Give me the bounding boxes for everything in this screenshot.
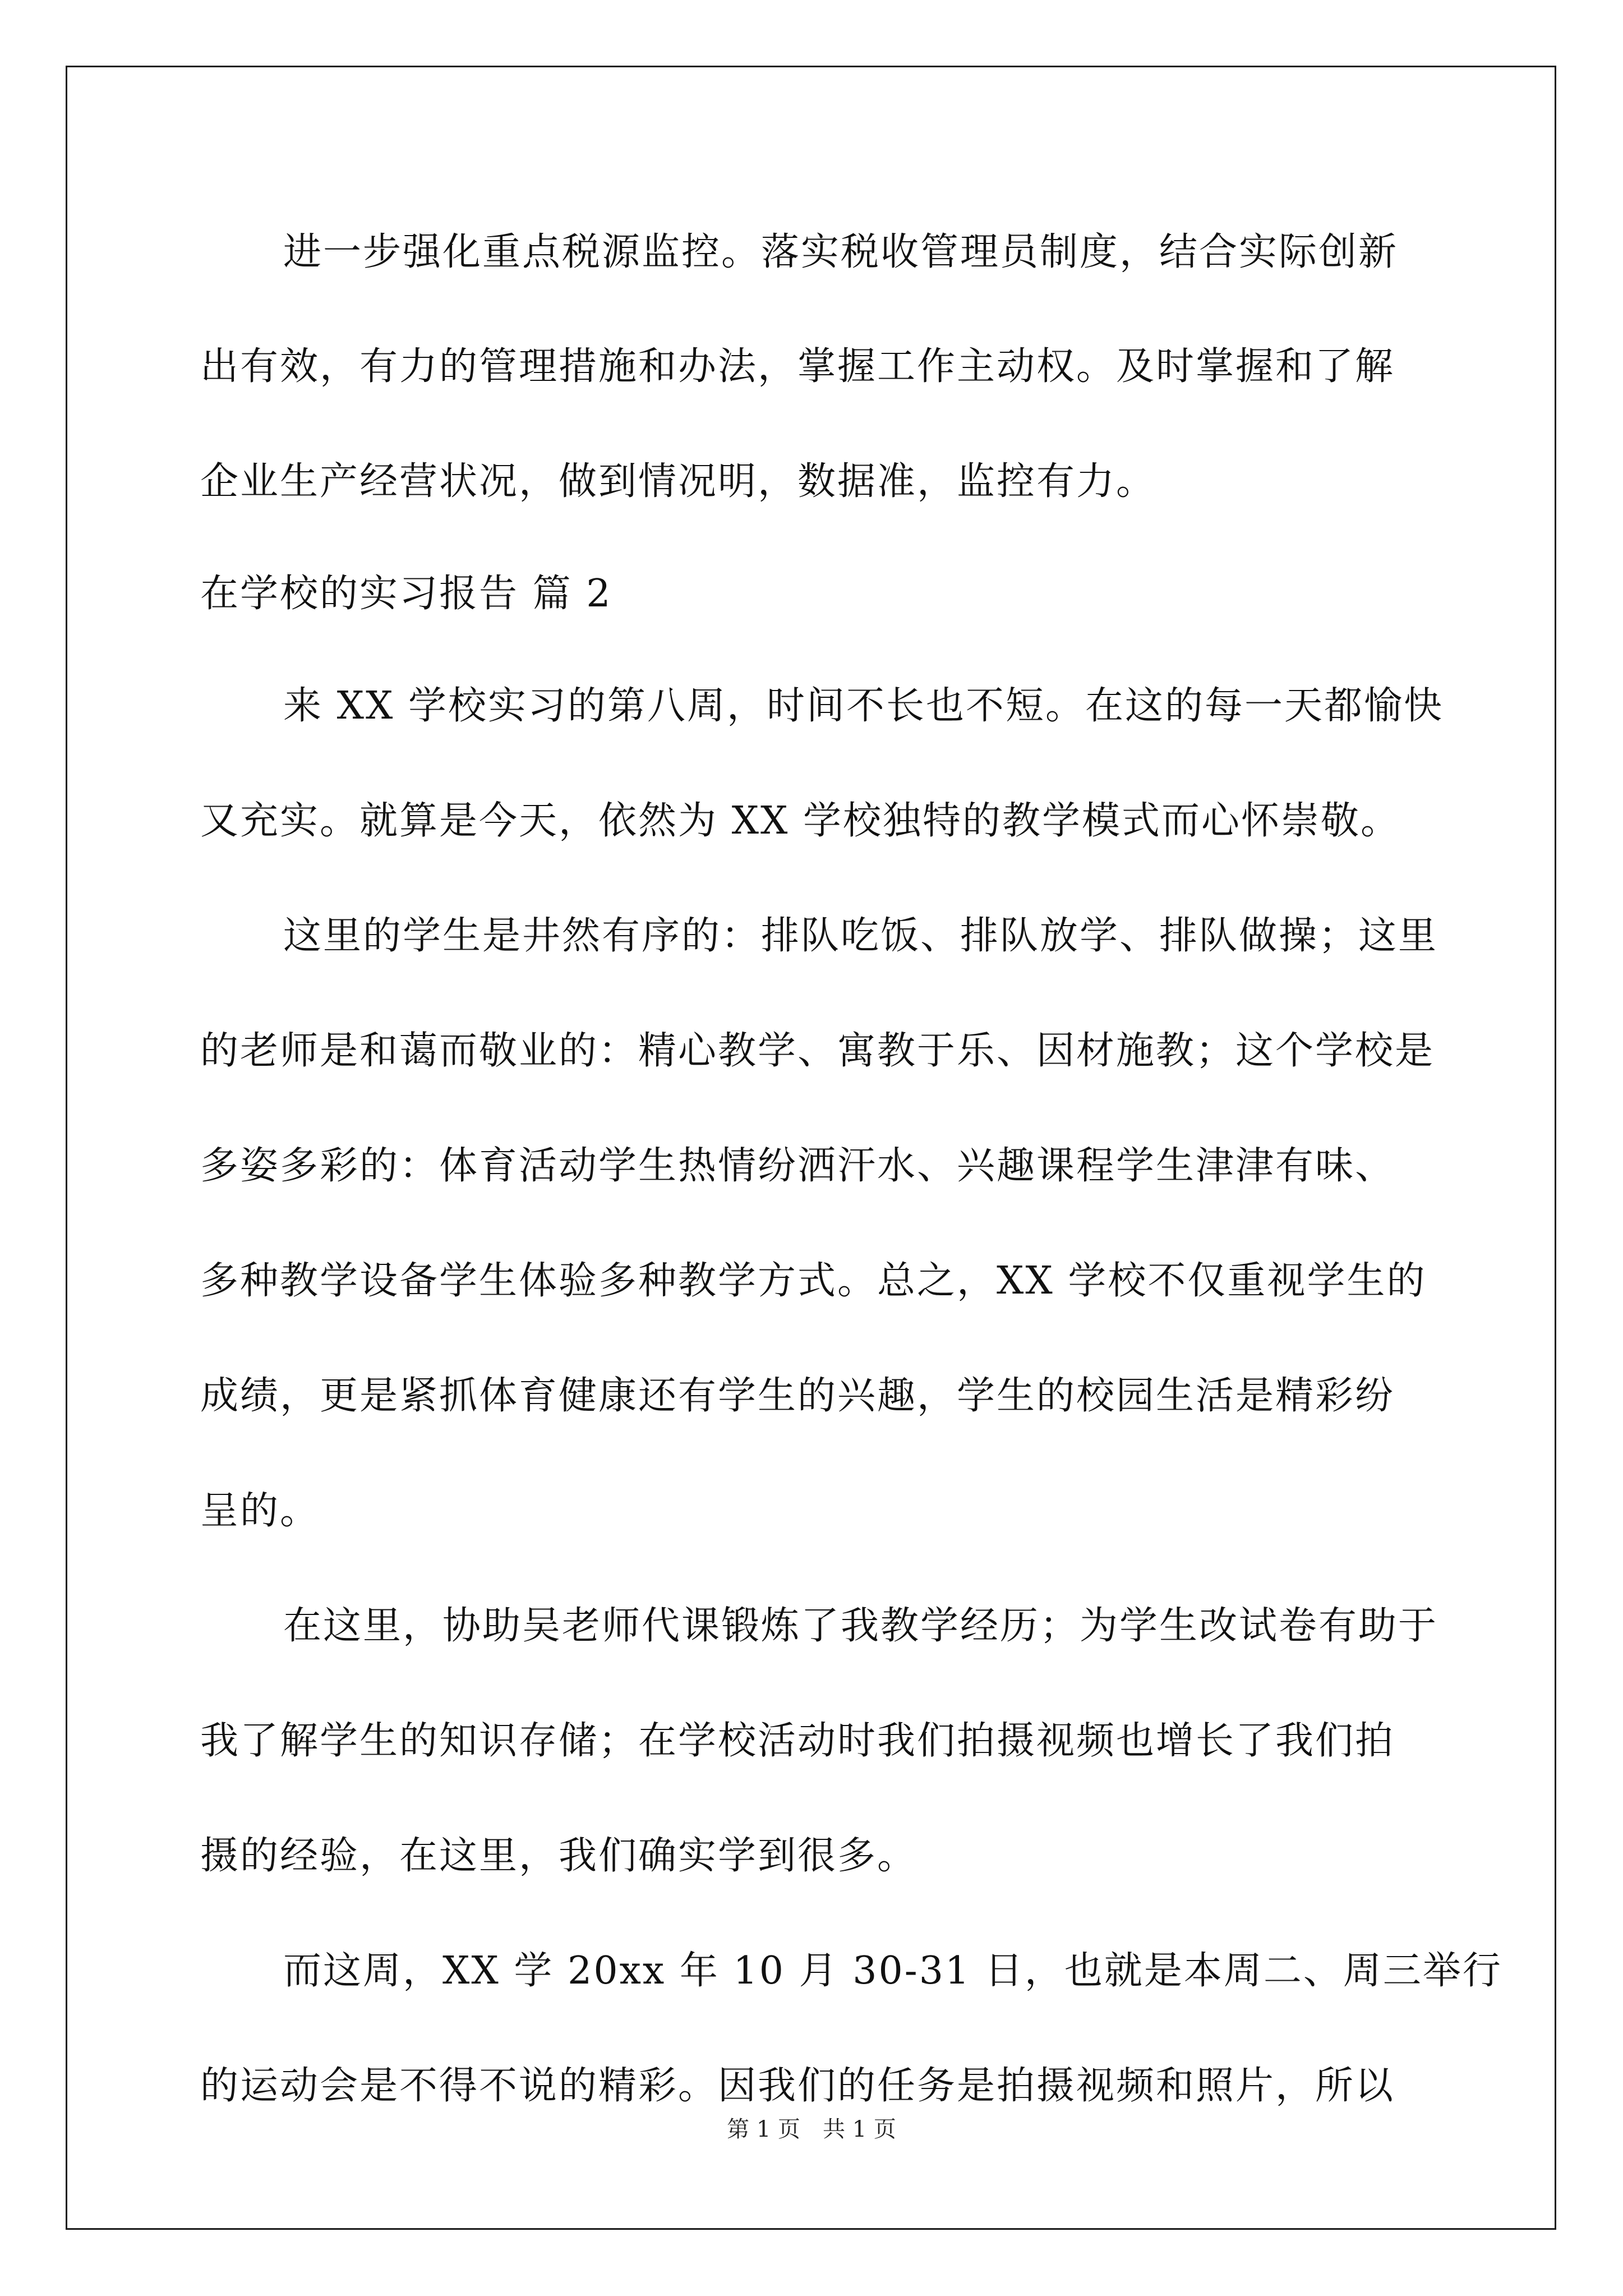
paragraph-line: 进一步强化重点税源监控。落实税收管理员制度，结合实际创新	[283, 230, 1399, 274]
paragraph-line: 这里的学生是井然有序的：排队吃饭、排队放学、排队做操；这里	[283, 914, 1438, 958]
paragraph-line: 出有效，有力的管理措施和办法，掌握工作主动权。及时掌握和了解	[200, 344, 1395, 389]
paragraph-line: 成绩，更是紧抓体育健康还有学生的兴趣，学生的校园生活是精彩纷	[200, 1374, 1395, 1418]
paragraph-line: 摄的经验，在这里，我们确实学到很多。	[200, 1834, 917, 1878]
section-heading: 在学校的实习报告 篇 2	[200, 572, 612, 616]
paragraph-line: 多种教学设备学生体验多种教学方式。总之，XX 学校不仅重视学生的	[200, 1259, 1427, 1303]
paragraph-line: 而这周，XX 学 20xx 年 10 月 30-31 日，也就是本周二、周三举行	[283, 1949, 1502, 1993]
paragraph-line: 企业生产经营状况，做到情况明，数据准，监控有力。	[200, 459, 1156, 504]
paragraph-line: 呈的。	[200, 1489, 320, 1533]
paragraph-line: 我了解学生的知识存储；在学校活动时我们拍摄视频也增长了我们拍	[200, 1719, 1395, 1763]
paragraph-line: 来 XX 学校实习的第八周，时间不长也不短。在这的每一天都愉快	[283, 684, 1444, 728]
paragraph-line: 在这里，协助吴老师代课锻炼了我教学经历；为学生改试卷有助于	[283, 1604, 1438, 1648]
paragraph-line: 又充实。就算是今天，依然为 XX 学校独特的教学模式而心怀崇敬。	[200, 799, 1401, 843]
paragraph-line: 的运动会是不得不说的精彩。因我们的任务是拍摄视频和照片，所以	[200, 2064, 1395, 2108]
paragraph-line: 的老师是和蔼而敬业的：精心教学、寓教于乐、因材施教；这个学校是	[200, 1029, 1435, 1073]
paragraph-line: 多姿多彩的：体育活动学生热情纷洒汗水、兴趣课程学生津津有味、	[200, 1144, 1395, 1188]
page-footer: 第 1 页 共 1 页	[727, 2116, 896, 2142]
